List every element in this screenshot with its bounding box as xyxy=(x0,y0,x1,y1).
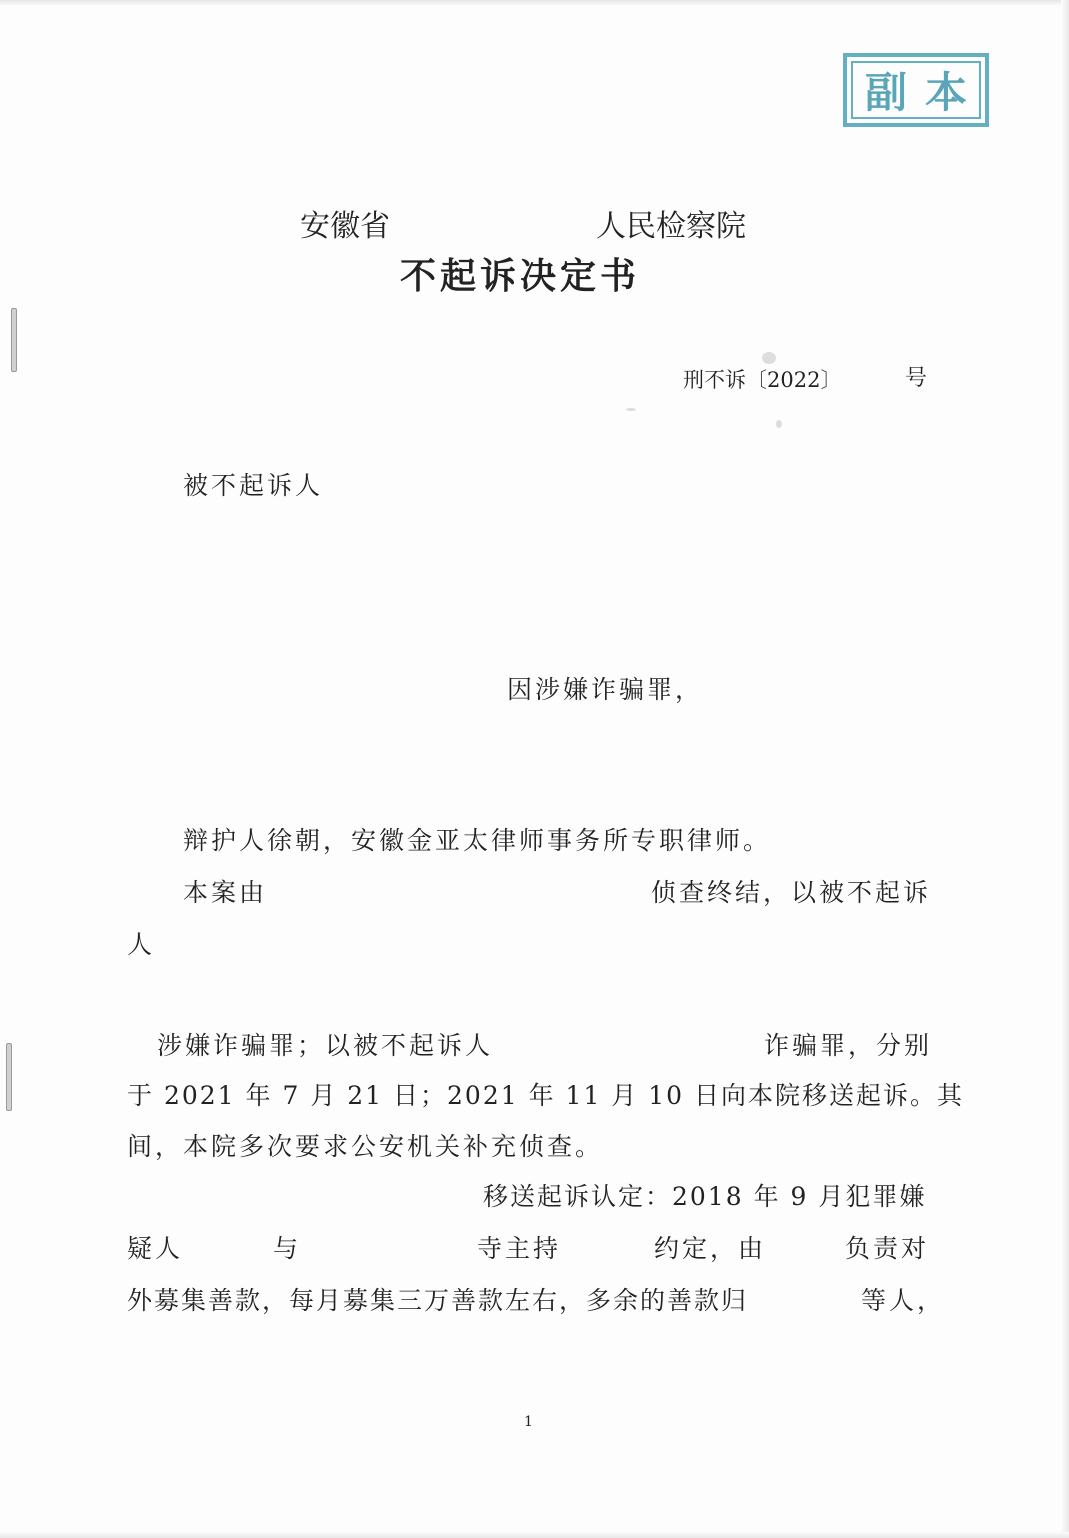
conjunction-word: 与 xyxy=(273,1234,302,1263)
copy-stamp xyxy=(843,53,989,127)
ink-smudge xyxy=(626,408,636,411)
page-number: 1 xyxy=(524,1414,533,1430)
temple-abbot-word: 寺主持 xyxy=(477,1234,562,1263)
subject-label: 被不起诉人 xyxy=(183,471,324,500)
suspect-line-start: 涉嫌诈骗罪；以被不起诉人 xyxy=(157,1031,494,1060)
agreement-word: 约定，由 xyxy=(654,1234,767,1263)
finding-line: 移送起诉认定：2018 年 9 月犯罪嫌 xyxy=(483,1182,927,1211)
case-line-start: 本案由 xyxy=(183,878,268,907)
fund-line-end: 等人， xyxy=(861,1286,946,1315)
scan-edge-top xyxy=(0,0,1069,6)
ink-smudge xyxy=(776,420,782,428)
binding-mark-upper xyxy=(11,308,17,372)
responsible-word: 负责对 xyxy=(845,1234,930,1263)
copy-stamp-text: 副本 xyxy=(865,68,986,117)
document-number: 刑不诉〔2022〕 xyxy=(683,368,842,392)
fund-line-start: 外募集善款，每月募集三万善款左右，多余的善款归 xyxy=(127,1286,749,1315)
org-name-right: 人民检察院 xyxy=(596,209,746,244)
scan-edge-bottom xyxy=(0,1532,1069,1538)
charge-line: 因涉嫌诈骗罪， xyxy=(507,675,704,704)
org-name-left: 安徽省 xyxy=(300,209,390,244)
defender-line: 辩护人徐朝，安徽金亚太律师事务所专职律师。 xyxy=(183,826,772,855)
ink-smudge xyxy=(762,352,776,364)
suspect-line-end: 诈骗罪，分别 xyxy=(764,1031,933,1060)
case-line-end: 侦查终结，以被不起诉 xyxy=(651,878,932,907)
transfer-dates-line: 于 2021 年 7 月 21 日；2021 年 11 月 10 日向本院移送起诉。其 xyxy=(127,1081,965,1110)
document-number-suffix: 号 xyxy=(905,366,928,391)
document-title: 不起诉决定书 xyxy=(400,255,641,297)
supplement-line: 间，本院多次要求公安机关补充侦查。 xyxy=(127,1132,604,1161)
suspect-word: 疑人 xyxy=(127,1234,184,1263)
case-line-wrap: 人 xyxy=(127,930,156,959)
binding-mark-lower xyxy=(6,1043,12,1111)
scan-edge-right xyxy=(1061,0,1069,1538)
